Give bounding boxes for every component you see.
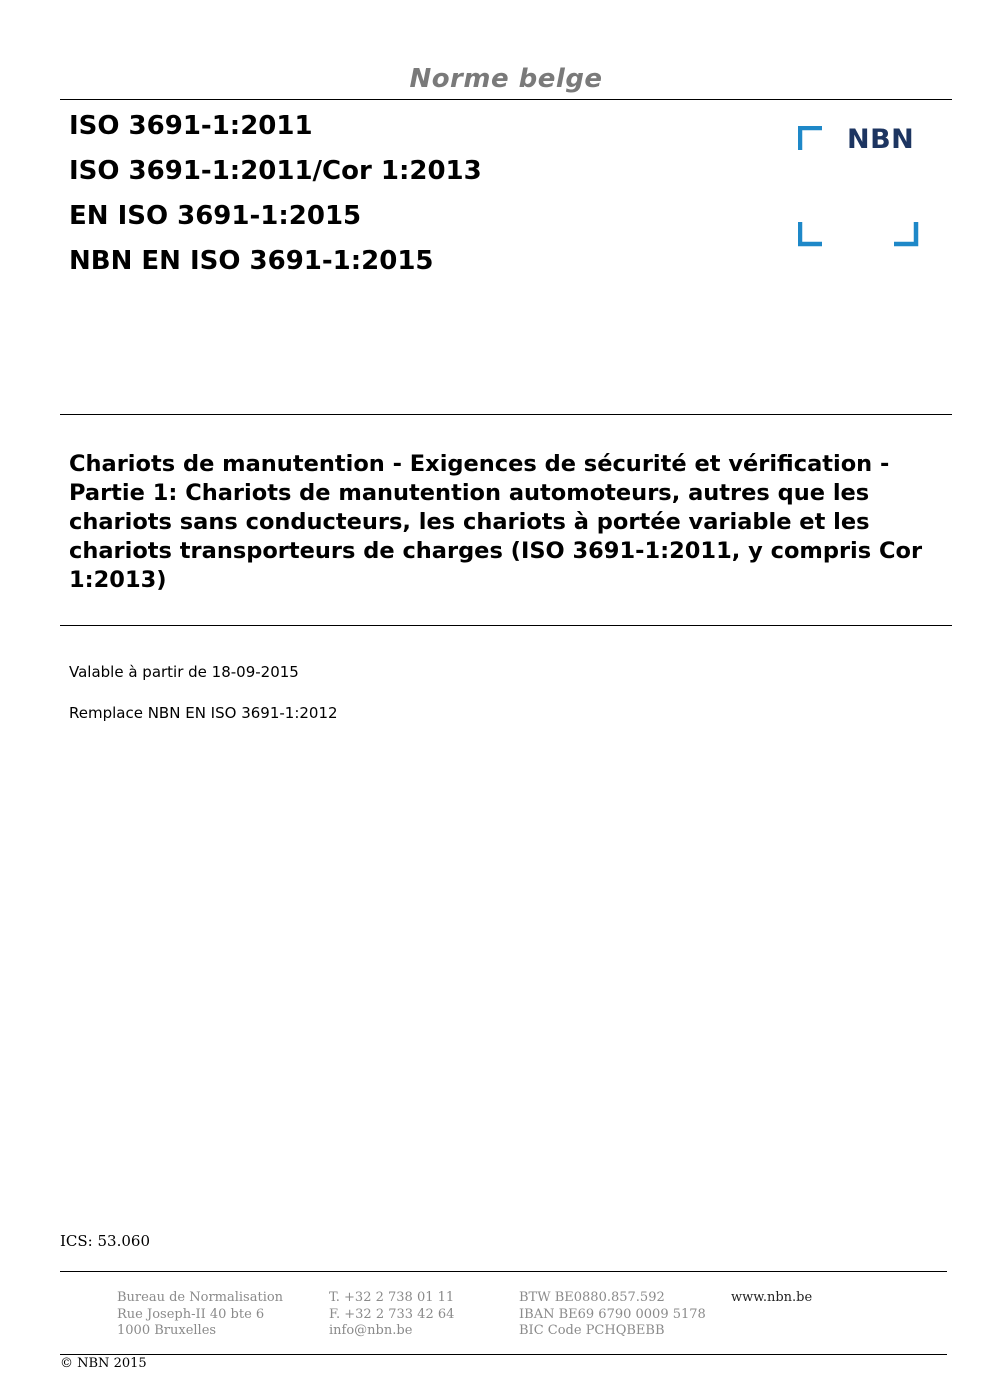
standard-en-iso: EN ISO 3691-1:2015 <box>69 201 362 231</box>
logo-text: NBN <box>847 124 915 155</box>
standard-iso-cor: ISO 3691-1:2011/Cor 1:2013 <box>69 156 482 186</box>
footer-bank <box>519 1290 706 1340</box>
website-link[interactable]: www.nbn.be <box>731 1290 813 1305</box>
address-line: Rue Joseph-II 40 bte 6 <box>117 1306 265 1322</box>
footer-rule <box>60 1271 947 1272</box>
standard-iso: ISO 3691-1:2011 <box>69 111 313 141</box>
validity-date: Valable à partir de 18-09-2015 <box>69 663 299 681</box>
section-rule-top <box>60 414 952 415</box>
nbn-logo <box>798 126 920 248</box>
vat-number: BTW BE0880.857.592 <box>519 1290 665 1305</box>
copyright: © NBN 2015 <box>60 1356 147 1371</box>
iban: IBAN BE69 6790 0009 5178 <box>519 1306 706 1322</box>
ics-code: ICS: 53.060 <box>60 1232 150 1250</box>
replaces-standard: Remplace NBN EN ISO 3691-1:2012 <box>69 704 338 722</box>
fax: F. +32 2 733 42 64 <box>329 1306 455 1322</box>
phone: T. +32 2 738 01 11 <box>329 1290 455 1305</box>
address-line: Bureau de Normalisation <box>117 1290 284 1305</box>
header-rule <box>60 99 952 100</box>
standard-nbn-en-iso: NBN EN ISO 3691-1:2015 <box>69 246 434 276</box>
footer-address <box>117 1290 283 1340</box>
email-link[interactable]: info@nbn.be <box>329 1323 413 1338</box>
address-line: 1000 Bruxelles <box>117 1323 217 1338</box>
bic-code: BIC Code PCHQBEBB <box>519 1323 665 1338</box>
copyright-rule <box>60 1354 947 1355</box>
footer-contact <box>329 1290 454 1340</box>
document-title: Chariots de manutention - Exigences de sécurité et vérification - Partie 1: Chariots de manutention automoteurs, autres que les chariots sans conducteurs, les chariots à portée variable et les chariots transporteurs de charges (ISO 3691-1:2011, y compris Cor 1:2013) <box>69 451 923 593</box>
document-type: Norme belge <box>409 64 603 94</box>
section-rule-bottom <box>60 625 952 626</box>
